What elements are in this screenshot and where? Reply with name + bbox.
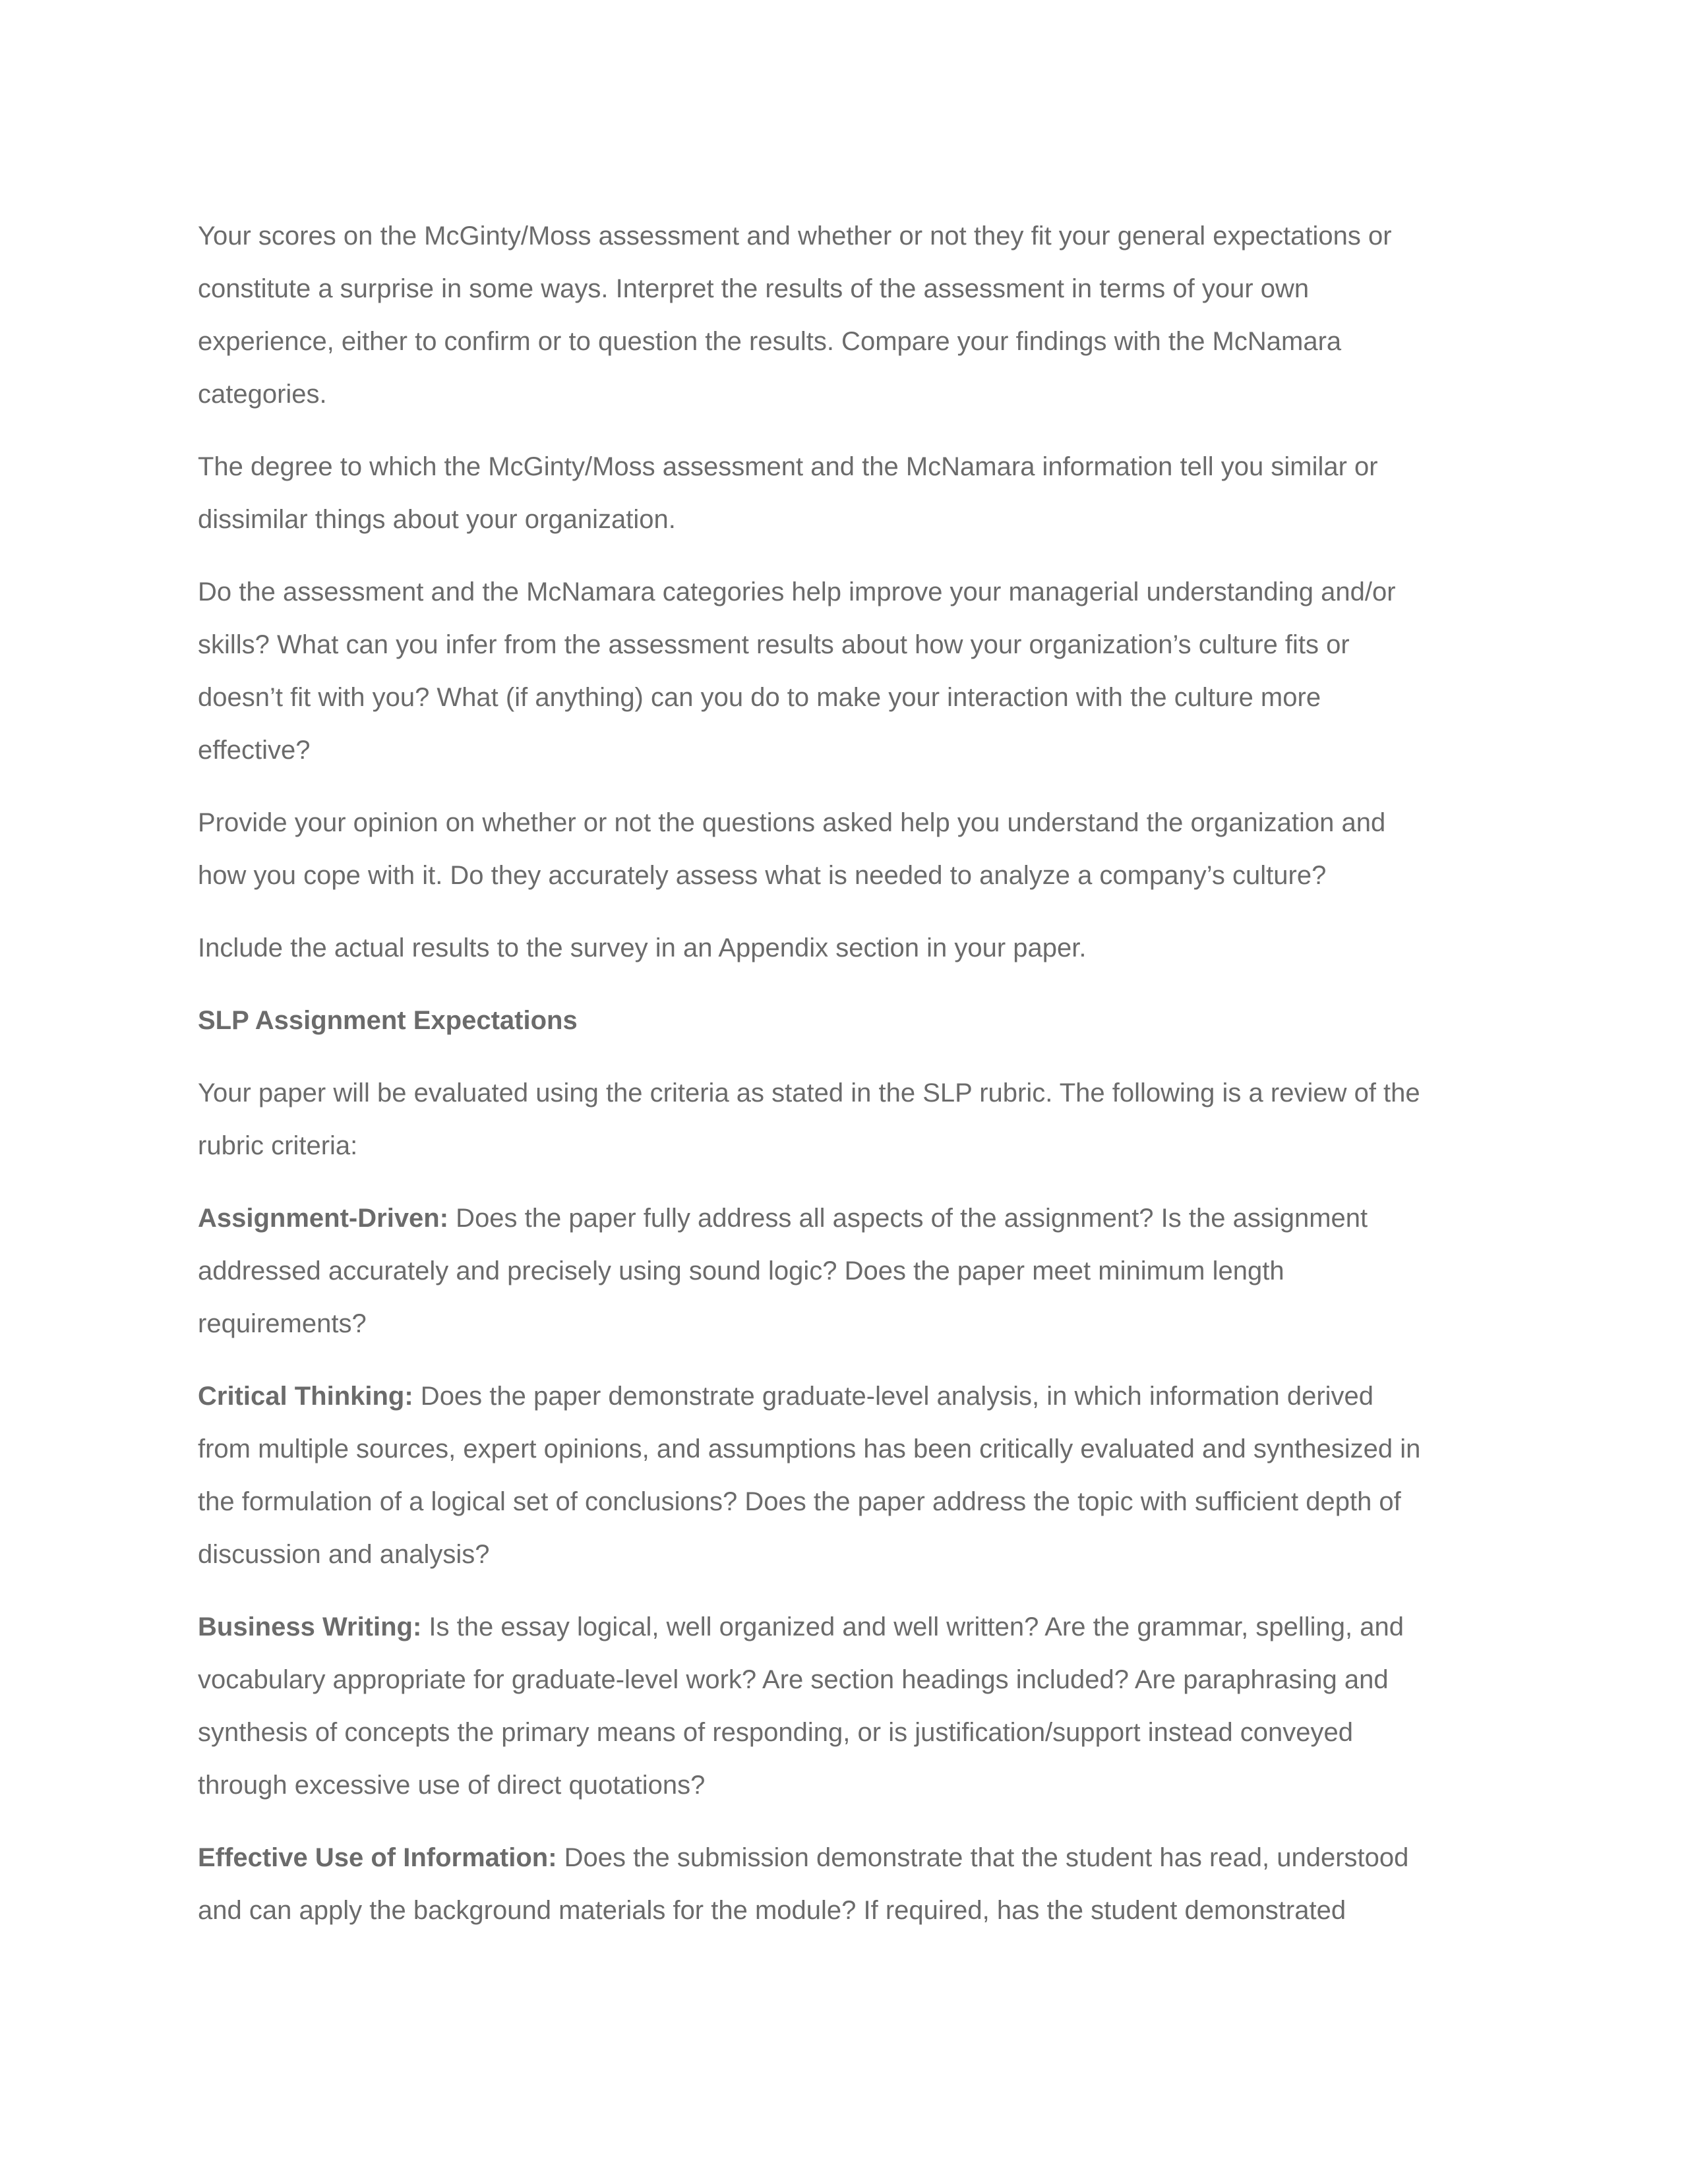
paragraph-scores [198, 210, 1490, 421]
text-line: vocabulary appropriate for graduate-level work? Are section headings included? Are paraphrasing and [198, 1665, 1389, 1694]
criterion-effective-use-of-information [198, 1831, 1490, 1937]
text-line: through excessive use of direct quotations? [198, 1771, 706, 1800]
text-line: constitute a surprise in some ways. Interpret the results of the assessment in terms of your own [198, 274, 1310, 303]
paragraph-opinion [198, 796, 1490, 902]
text-line [198, 1192, 1490, 1245]
text-line [198, 1370, 1490, 1423]
text-line: categories. [198, 380, 327, 409]
criterion-label: Effective Use of Information: [198, 1843, 557, 1872]
text-line: and can apply the background materials for the module? If required, has the student demonstrated [198, 1896, 1346, 1925]
text-line: discussion and analysis? [198, 1540, 490, 1569]
criterion-business-writing [198, 1601, 1490, 1812]
text-line: rubric criteria: [198, 1131, 358, 1160]
text-line: dissimilar things about your organization. [198, 505, 676, 534]
text-line: from multiple sources, expert opinions, and assumptions has been critically evaluated and synthesized in [198, 1434, 1421, 1463]
text-line: addressed accurately and precisely using sound logic? Does the paper meet minimum length [198, 1256, 1284, 1285]
criterion-label: Business Writing: [198, 1612, 422, 1641]
text-line: skills? What can you infer from the assessment results about how your organization’s culture fits or [198, 630, 1350, 659]
criterion-text: Does the paper fully address all aspects of the assignment? Is the assignment [448, 1204, 1368, 1233]
text-line [198, 1831, 1490, 1884]
text-line: Your paper will be evaluated using the criteria as stated in the SLP rubric. The following is a review of the [198, 1078, 1420, 1107]
criterion-text: Does the paper demonstrate graduate-level analysis, in which information derived [413, 1382, 1374, 1411]
paragraph-appendix [198, 922, 1490, 974]
criterion-critical-thinking [198, 1370, 1490, 1581]
text-line: effective? [198, 736, 311, 765]
text-line: Include the actual results to the survey in an Appendix section in your paper. [198, 933, 1087, 962]
text-line: doesn’t fit with you? What (if anything) can you do to make your interaction with the culture more [198, 683, 1321, 712]
text-line: Provide your opinion on whether or not the questions asked help you understand the organization and [198, 808, 1386, 837]
text-line: experience, either to confirm or to question the results. Compare your findings with the McNamara [198, 327, 1342, 356]
text-line [198, 1601, 1490, 1653]
criterion-label: Critical Thinking: [198, 1382, 413, 1411]
text-line: synthesis of concepts the primary means of responding, or is justification/support instead conveyed [198, 1718, 1354, 1747]
paragraph-rubric-intro [198, 1067, 1490, 1172]
text-line: the formulation of a logical set of conclusions? Does the paper address the topic with sufficient depth of [198, 1487, 1401, 1516]
text-line: The degree to which the McGinty/Moss assessment and the McNamara information tell you similar or [198, 452, 1378, 481]
text-line: how you cope with it. Do they accurately assess what is needed to analyze a company’s culture? [198, 861, 1327, 890]
text-line: Do the assessment and the McNamara categories help improve your managerial understanding and/or [198, 577, 1396, 606]
criterion-text: Does the submission demonstrate that the student has read, understood [557, 1843, 1409, 1872]
criterion-label: Assignment-Driven: [198, 1204, 449, 1233]
text-line: Your scores on the McGinty/Moss assessment and whether or not they fit your general expectations or [198, 221, 1392, 251]
text-line: requirements? [198, 1309, 367, 1338]
paragraph-questions [198, 566, 1490, 777]
criterion-assignment-driven [198, 1192, 1490, 1350]
section-heading: SLP Assignment Expectations [198, 1006, 578, 1035]
document-page [198, 210, 1490, 1957]
criterion-text: Is the essay logical, well organized and well written? Are the grammar, spelling, and [421, 1612, 1404, 1641]
paragraph-degree [198, 440, 1490, 546]
